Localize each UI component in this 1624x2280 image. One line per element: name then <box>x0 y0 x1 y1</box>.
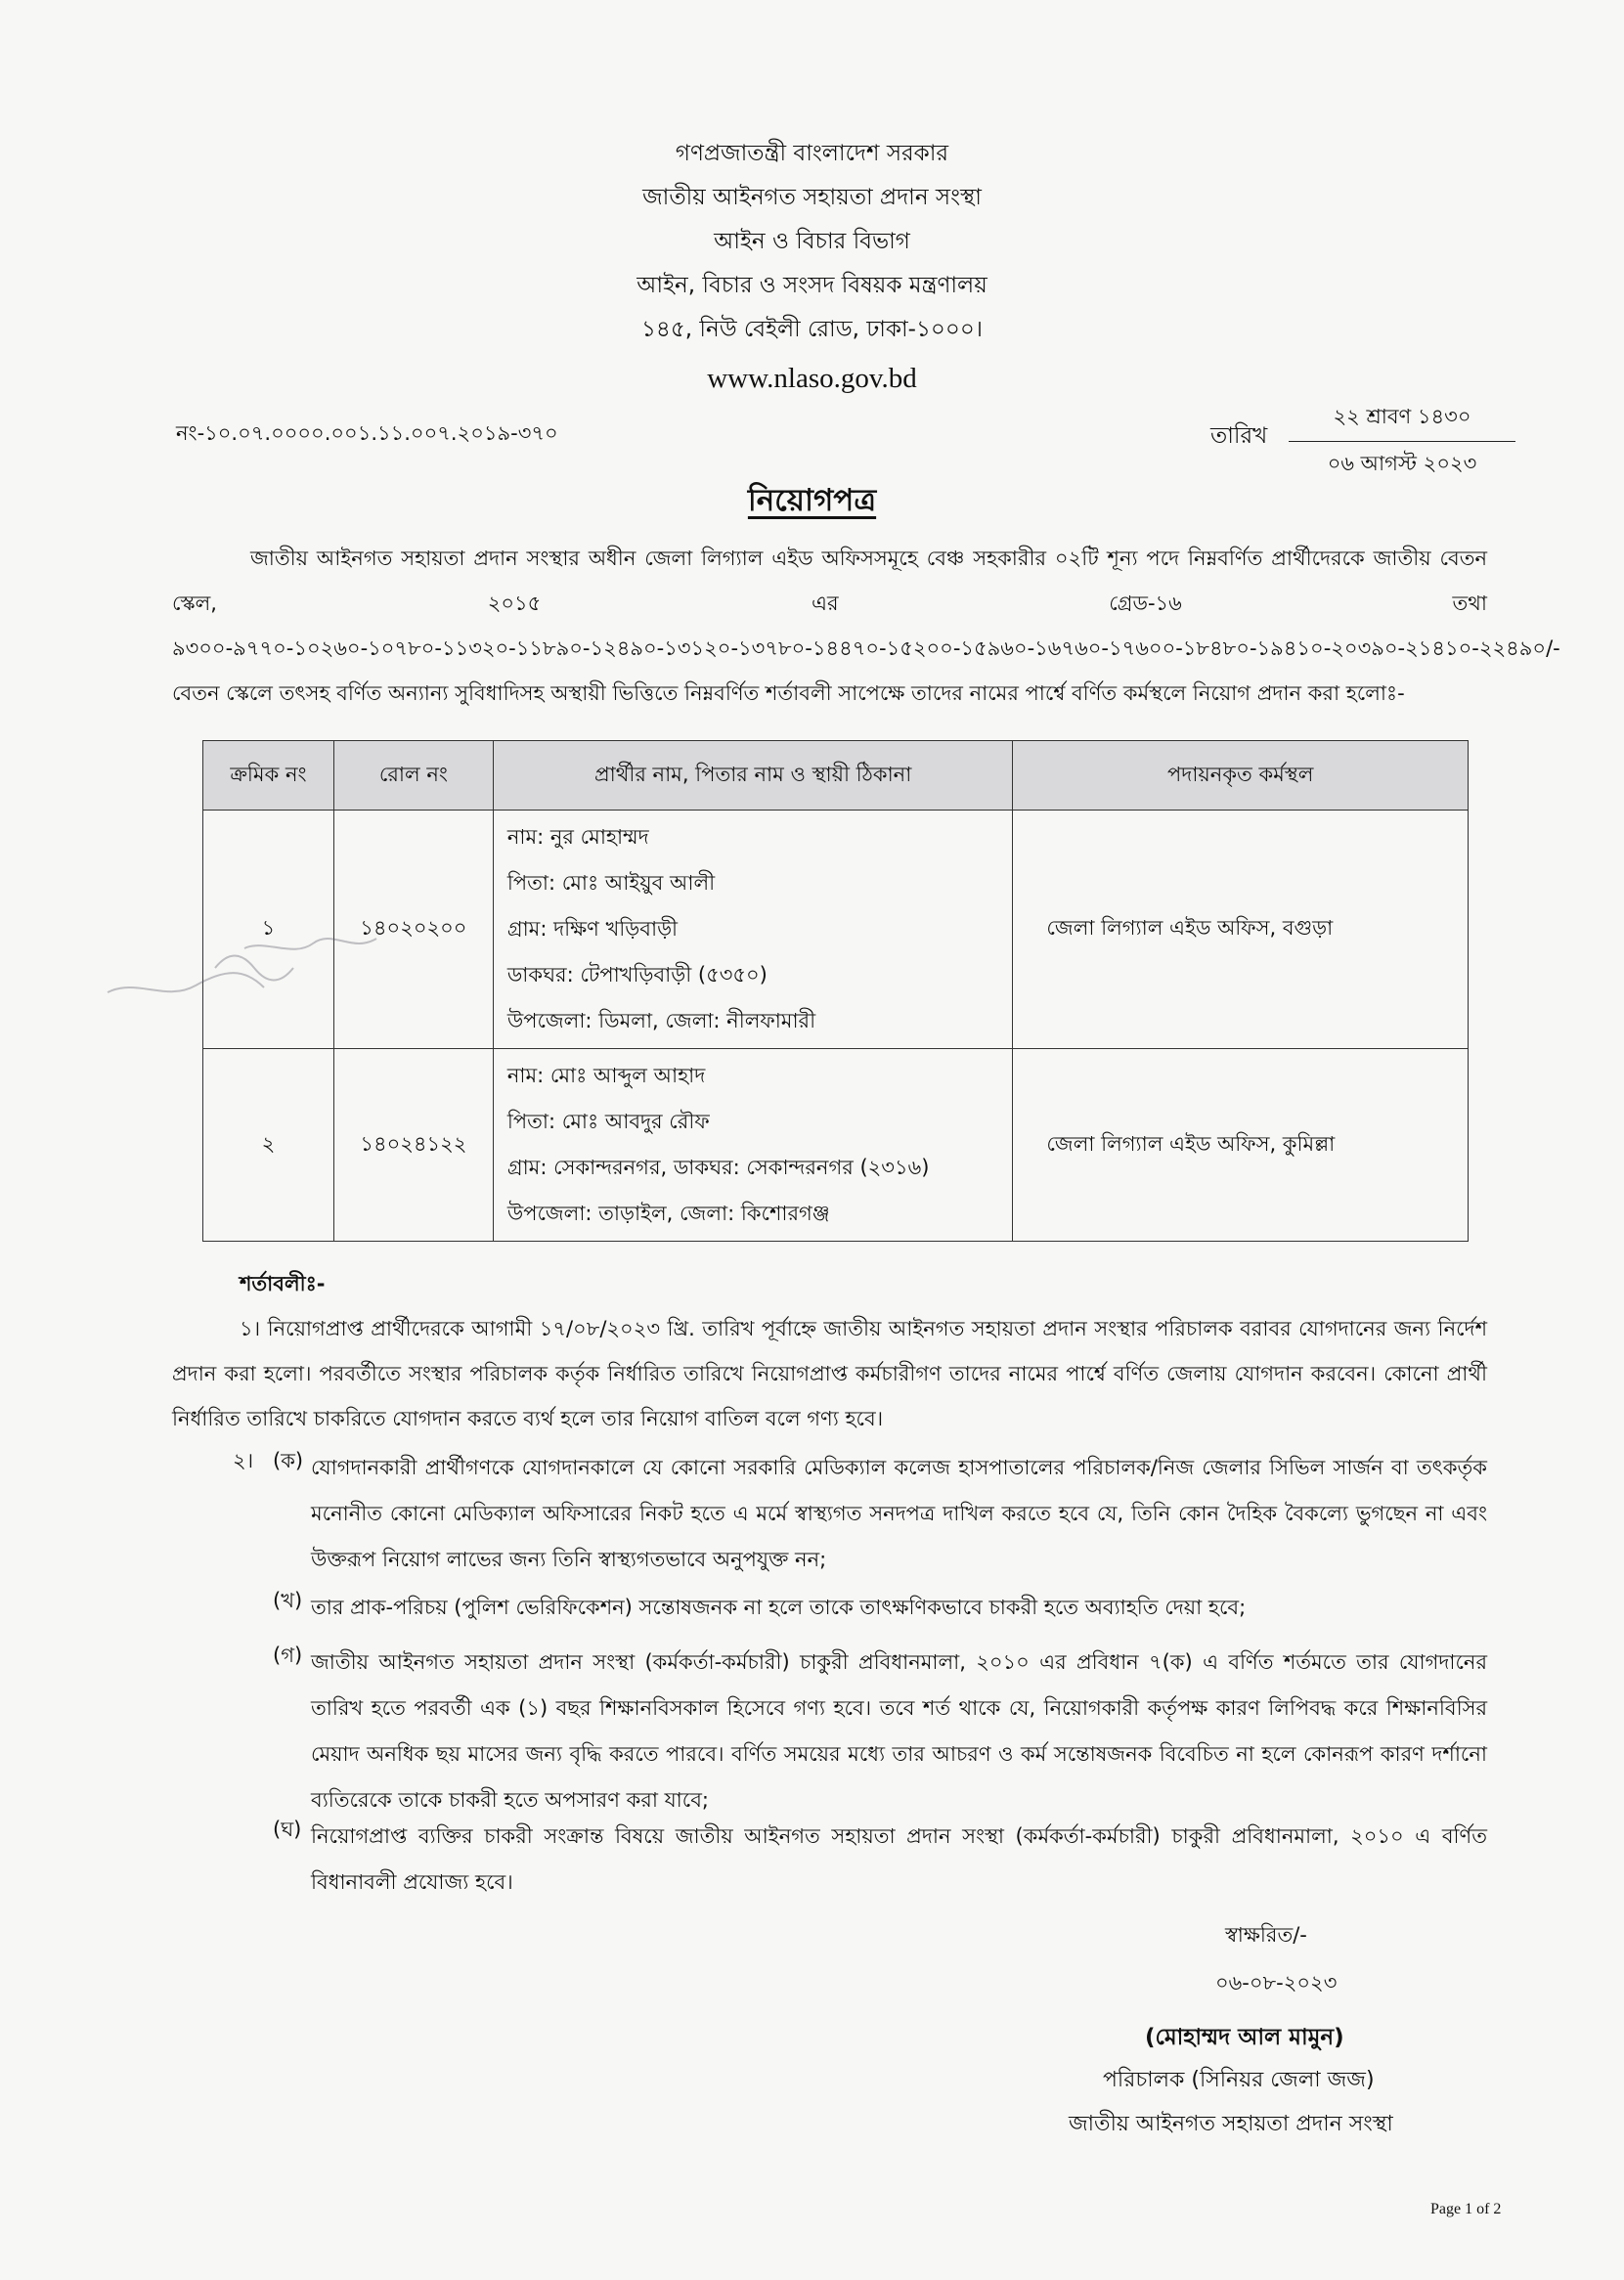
cell-details <box>493 811 1013 1049</box>
candidate-father: পিতা: মোঃ আবদুর রৌফ <box>506 1110 710 1133</box>
signatory-organization: জাতীয় আইনগত সহায়তা প্রদান সংস্থা <box>1069 2112 1393 2136</box>
division-line: আইন ও বিচার বিভাগ <box>714 229 910 254</box>
candidate-postoffice: ডাকঘর: টেপাখড়িবাড়ী (৫৩৫০) <box>506 963 768 987</box>
org-line: জাতীয় আইনগত সহায়তা প্রদান সংস্থা <box>642 185 982 210</box>
conditions-title: শর্তাবলীঃ- <box>240 1272 326 1295</box>
signature-date: ০৬-০৮-২০২৩ <box>1215 1971 1338 1995</box>
intro-paragraph: জাতীয় আইনগত সহায়তা প্রদান সংস্থার অধীন জেলা লিগ্যাল এইড অফিসসমূহে বেঞ্চ সহকারীর ০২টি শূন্য পদে নিম্নবর্ণিত প্রার্থীদেরকে জাতীয় বেতন স্কেল, ২০১৫ এর গ্রেড-১৬ তথা ৯৩০০-৯৭৭০-১০২৬০-১০৭৮০-১১৩২০-১১৮৯০-১২৪৯০-১৩১২০-১৩৭৮০-১৪৪৭০-১৫২০০-১৫৯৬০-১৬৭৬০-১৭৬০০-১৮৪৮০-১৯৪১০-২০৩৯০-২১৪১০-২২৪৯০/- বেতন স্কেলে তৎসহ বর্ণিত অন্যান্য সুবিধাদিসহ অস্থায়ী ভিত্তিতে নিম্নবর্ণিত শর্তাবলী সাপেক্ষে তাদের নামের পার্শ্বে বর্ণিত কর্মস্থলে নিয়োগ প্রদান করা হলোঃ- <box>172 547 1560 705</box>
candidate-upazila: উপজেলা: তাড়াইল, জেলা: কিশোরগঞ্জ <box>506 1202 830 1225</box>
date-block <box>1289 401 1515 482</box>
website-link[interactable]: www.nlaso.gov.bd <box>707 363 917 394</box>
cell-posting: জেলা লিগ্যাল এইড অফিস, কুমিল্লা <box>1013 1049 1469 1242</box>
memo-number: নং-১০.০৭.০০০০.০০১.১১.০০৭.২০১৯-৩৭০ <box>176 421 558 445</box>
cell-serial: ১ <box>203 811 334 1049</box>
address-line: ১৪৫, নিউ বেইলী রোড, ঢাকা-১০০০। <box>640 317 983 342</box>
table-row <box>203 811 1469 1049</box>
condition-ka: যোগদানকারী প্রার্থীগণকে যোগদানকালে যে কোনো সরকারি মেডিক্যাল কলেজ হাসপাতালের পরিচালক/নিজ জেলার সিভিল সার্জন বা তৎকর্তৃক মনোনীত কোনো মেডিক্যাল অফিসারের নিকট হতে এ মর্মে স্বাস্থ্যগত সনদপত্র দাখিল করতে হবে যে, তিনি কোন দৈহিক বৈকল্যে ভুগছেন না এবং উক্তরূপ নিয়োগ লাভের জন্য তিনি স্বাস্থ্যগতভাবে অনুপযুক্ত নন; <box>311 1456 1487 1571</box>
candidate-table <box>202 740 1469 1242</box>
condition-2-label: ২। <box>233 1449 254 1472</box>
condition-kha-label: (খ) <box>273 1589 303 1612</box>
col-posting: পদায়নকৃত কর্মস্থল <box>1013 741 1469 811</box>
condition-1: ১। নিয়োগপ্রাপ্ত প্রার্থীদেরকে আগামী ১৭/০৮/২০২৩ খ্রি. তারিখ পূর্বাহ্নে জাতীয় আইনগত সহায়তা প্রদান সংস্থার পরিচালক বরাবর যোগদানের জন্য নির্দেশ প্রদান করা হলো। পরবর্তীতে সংস্থার পরিচালক কর্তৃক নির্ধারিত তারিখে নিয়োগপ্রাপ্ত কর্মচারীগণ তাদের নামের পার্শ্বে বর্ণিত জেলায় যোগদান করবেন। কোনো প্রার্থী নির্ধারিত তারিখে চাকরিতে যোগদান করতে ব্যর্থ হলে তার নিয়োগ বাতিল বলে গণ্য হবে। <box>172 1317 1487 1430</box>
signed-note: স্বাক্ষরিত/- <box>1225 1923 1307 1947</box>
col-roll: রোল নং <box>333 741 493 811</box>
cell-details <box>493 1049 1013 1242</box>
condition-ga-label: (গ) <box>273 1644 303 1667</box>
signatory-designation: পরিচালক (সিনিয়র জেলা জজ) <box>1103 2068 1375 2092</box>
ministry-line: আইন, বিচার ও সংসদ বিষয়ক মন্ত্রণালয় <box>636 273 988 298</box>
cell-posting: জেলা লিগ্যাল এইড অফিস, বগুড়া <box>1013 811 1469 1049</box>
letterhead <box>0 132 1624 403</box>
candidate-upazila: উপজেলা: ডিমলা, জেলা: নীলফামারী <box>506 1009 816 1032</box>
col-details: প্রার্থীর নাম, পিতার নাম ও স্থায়ী ঠিকানা <box>493 741 1013 811</box>
candidate-village: গ্রাম: সেকান্দরনগর, ডাকঘর: সেকান্দরনগর (২৩১৬) <box>506 1156 930 1179</box>
candidate-village: গ্রাম: দক্ষিণ খড়িবাড়ী <box>506 917 679 941</box>
table-header-row <box>203 741 1469 811</box>
condition-ga: জাতীয় আইনগত সহায়তা প্রদান সংস্থা (কর্মকর্তা-কর্মচারী) চাকুরী প্রবিধানমালা, ২০১০ এর প্রবিধান ৭(ক) এ বর্ণিত শর্তমতে তার যোগদানের তারিখ হতে পরবর্তী এক (১) বছর শিক্ষানবিসকাল হিসেবে গণ্য হবে। তবে শর্ত থাকে যে, নিয়োগকারী কর্তৃপক্ষ কারণ লিপিবদ্ধ করে শিক্ষানবিসির মেয়াদ অনধিক ছয় মাসের জন্য বৃদ্ধি করতে পারবে। বর্ণিত সময়ের মধ্যে তার আচরণ ও কর্ম সন্তোষজনক বিবেচিত না হলে কোনরূপ কারণ দর্শানো ব্যতিরেকে তাকে চাকরী হতে অপসারণ করা যাবে; <box>311 1650 1487 1812</box>
condition-ka-label: (ক) <box>273 1449 304 1472</box>
col-serial: ক্রমিক নং <box>203 741 334 811</box>
candidate-father: পিতা: মোঃ আইয়ুব আলী <box>506 871 716 895</box>
page-number: Page 1 of 2 <box>1430 2201 1502 2217</box>
date-gregorian: ০৬ আগস্ট ২০২৩ <box>1327 452 1477 475</box>
document-title: নিয়োগপত্র <box>747 483 877 518</box>
condition-gha: নিয়োগপ্রাপ্ত ব্যক্তির চাকরী সংক্রান্ত বিষয়ে জাতীয় আইনগত সহায়তা প্রদান সংস্থা (কর্মকর্তা-কর্মচারী) চাকুরী প্রবিধানমালা, ২০১০ এ বর্ণিত বিধানাবলী প্রযোজ্য হবে। <box>311 1824 1487 1894</box>
condition-kha: তার প্রাক-পরিচয় (পুলিশ ভেরিফিকেশন) সন্তোষজনক না হলে তাকে তাৎক্ষণিকভাবে চাকরী হতে অব্যাহতি দেয়া হবে; <box>311 1596 1247 1619</box>
date-label: তারিখ <box>1210 423 1268 449</box>
signatory-name: (মোহাম্মদ আল মামুন) <box>1145 2025 1344 2050</box>
table-row <box>203 1049 1469 1242</box>
candidate-name: নাম: মোঃ আব্দুল আহাদ <box>506 1064 706 1087</box>
date-bangla: ২২ শ্রাবণ ১৪৩০ <box>1289 401 1515 442</box>
cell-serial: ২ <box>203 1049 334 1242</box>
cell-roll: ১৪০২৪১২২ <box>333 1049 493 1242</box>
govt-line: গণপ্রজাতন্ত্রী বাংলাদেশ সরকার <box>675 141 949 166</box>
candidate-name: নাম: নুর মোহাম্মদ <box>506 825 649 849</box>
condition-gha-label: (ঘ) <box>273 1818 302 1841</box>
cell-roll: ১৪০২০২০০ <box>333 811 493 1049</box>
